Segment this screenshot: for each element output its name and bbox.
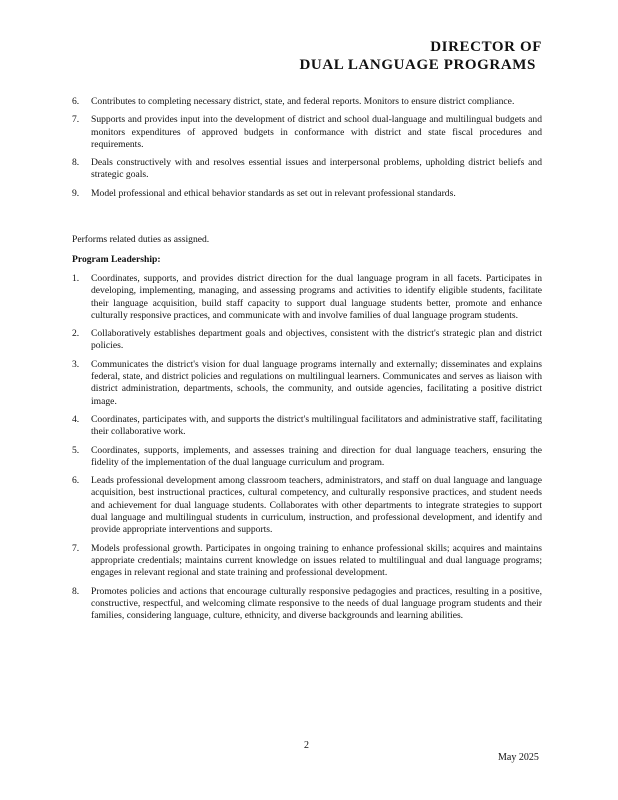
list-item-text: Communicates the district's vision for dual language programs internally and externally; disseminates and explains federal, state, and district policies and regulations on multilingual learners. Communicates and serves as liaison with district administration, departments, schools, the community, and outside agencies, facilitating a positive district image.: [91, 358, 542, 407]
list-item-text: Leads professional development among classroom teachers, administrators, and staff on dual language and language acquisition, best instructional practices, cultural competency, and culturally responsive practices, and student needs and achievement for dual language students. Collaborates with other departments to integrate strategies to support dual language and multilingual students in curriculum, instruction, and professional development, and identify and provide appropriate interventions and supports.: [91, 475, 542, 536]
document-title-line2: DUAL LANGUAGE PROGRAMS: [299, 57, 536, 73]
list-item-text: Supports and provides input into the development of district and school dual-language and multilingual budgets and monitors expenditures of approved budgets in conformance with district and state fiscal procedures and requirements.: [91, 114, 542, 150]
list-item-text: Models professional growth. Participates in ongoing training to enhance professional skills; acquires and maintains appropriate credentials; maintains current knowledge on issues related to multilingual and dual language programs; engages in relevant regional and state training and professional development.: [91, 542, 542, 579]
list-item-number: 6.: [72, 475, 80, 487]
list-item-number: 4.: [72, 413, 80, 425]
list-item: [72, 157, 542, 182]
list-item: [72, 114, 542, 151]
list-item-number: 8.: [72, 585, 80, 597]
list-item: [72, 475, 542, 536]
section-heading-program-leadership: Program Leadership:: [72, 254, 161, 265]
list-item-text: Coordinates, participates with, and supports the district's multilingual facilitators and administrative staff, facilitating their collaborative work.: [91, 413, 542, 438]
list-item-number: 2.: [72, 328, 80, 340]
list-item: [72, 359, 542, 408]
list-item-number: 6.: [72, 96, 80, 107]
list-item: [72, 96, 542, 108]
list-item-number: 7.: [72, 114, 80, 126]
page-number: 2: [304, 740, 309, 751]
performs-related-duties: Performs related duties as assigned.: [72, 234, 210, 245]
list-item-number: 7.: [72, 542, 80, 554]
list-item: [72, 414, 542, 439]
list-item-text: Coordinates, supports, and provides district direction for the dual language program in all facets. Participates in developing, implementing, managing, and assessing programs and activities to identify eligible students, facilitate their language acquisition, build staff capacity to support dual language students better, promote and enhance culturally responsive practices, and communicate with and involve families of dual language program students.: [91, 273, 542, 321]
list-item: [72, 188, 542, 200]
list-item: [72, 445, 542, 470]
duties-list-continued: [72, 96, 542, 206]
list-item-number: 9.: [72, 187, 80, 199]
list-item-text: Promotes policies and actions that encourage culturally responsive pedagogies and practices, resulting in a positive, constructive, respectful, and welcoming climate responsive to the needs of dual language program students and their families, considering language, culture, ethnicity, and diverse backgrounds and learning abilities.: [91, 585, 542, 622]
list-item-text: Contributes to completing necessary district, state, and federal reports. Monitors to ensure district compliance.: [91, 96, 515, 107]
list-item-number: 5.: [72, 444, 80, 456]
list-item: [72, 273, 542, 322]
list-item-number: 3.: [72, 358, 80, 370]
list-item: [72, 586, 542, 623]
program-leadership-list: [72, 273, 542, 628]
revision-date: May 2025: [498, 752, 539, 763]
list-item-text: Coordinates, supports, implements, and assesses training and direction for dual language teachers, ensuring the fidelity of the implementation of the dual language curriculum and program.: [91, 444, 542, 468]
list-item-text: Model professional and ethical behavior standards as set out in relevant professional standards.: [91, 187, 456, 199]
list-item: [72, 328, 542, 353]
list-item-text: Deals constructively with and resolves essential issues and interpersonal problems, upholding district beliefs and strategic goals.: [91, 157, 542, 181]
list-item: [72, 543, 542, 580]
list-item-number: 1.: [72, 273, 80, 284]
document-title-line1: DIRECTOR OF: [430, 39, 542, 55]
list-item-text: Collaboratively establishes department goals and objectives, consistent with the district's strategic plan and district policies.: [91, 328, 542, 352]
list-item-number: 8.: [72, 157, 80, 169]
